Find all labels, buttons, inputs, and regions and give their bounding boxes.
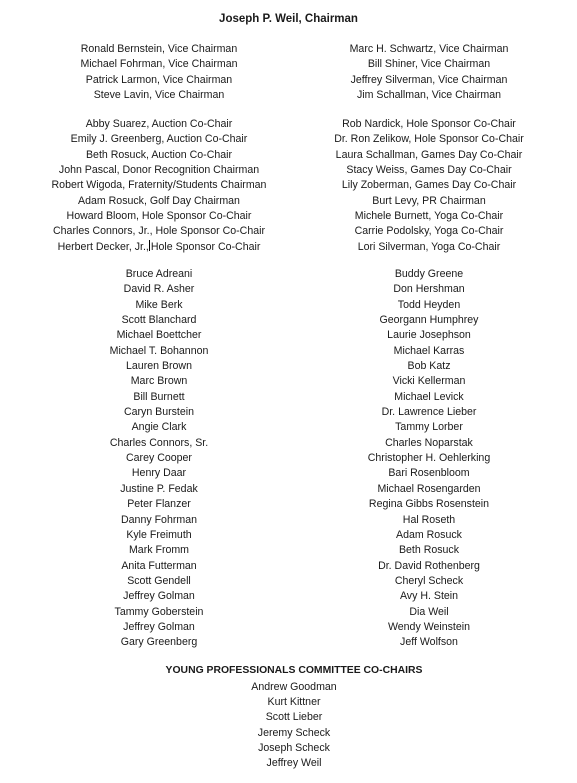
member-name: Hal Roseth bbox=[402, 513, 456, 526]
member-name: Cheryl Scheck bbox=[394, 574, 464, 587]
member-name: Jeff Wolfson bbox=[400, 636, 458, 649]
co-chair-name: Lily Zoberman, Games Day Co-Chair bbox=[341, 179, 517, 192]
co-chair-name: Carrie Podolsky, Yoga Co-Chair bbox=[354, 225, 504, 238]
member-name: Scott Gendell bbox=[127, 574, 191, 587]
member-name: Adam Rosuck bbox=[396, 528, 462, 541]
co-chair-name: Rob Nardick, Hole Sponsor Co-Chair bbox=[342, 118, 516, 130]
young-professional-name: Andrew Goodman bbox=[251, 681, 337, 693]
member-name: Michael Boettcher bbox=[116, 329, 202, 342]
member-name: Henry Daar bbox=[131, 467, 187, 480]
co-chair-name: John Pascal, Donor Recognition Chairman bbox=[58, 164, 260, 177]
co-chair-name: Michele Burnett, Yoga Co-Chair bbox=[354, 210, 504, 223]
co-chair-name-part: Herbert Decker, Jr., bbox=[57, 240, 149, 253]
vice-chair-name: Jeffrey Silverman, Vice Chairman bbox=[350, 73, 508, 86]
young-professional-name: Scott Lieber bbox=[265, 711, 323, 724]
vice-chair-name: Ronald Bernstein, Vice Chairman bbox=[80, 43, 238, 55]
member-name: Danny Fohrman bbox=[121, 513, 197, 526]
co-chair-name: Robert Wigoda, Fraternity/Students Chairman bbox=[51, 179, 267, 192]
member-name: Michael Rosengarden bbox=[377, 482, 481, 495]
member-name: Marc Brown bbox=[130, 375, 188, 388]
member-name: Justine P. Fedak bbox=[120, 482, 198, 495]
member-name: Michael T. Bohannon bbox=[109, 344, 209, 357]
co-chair-name: Beth Rosuck, Auction Co-Chair bbox=[85, 148, 233, 161]
vice-chair-name: Steve Lavin, Vice Chairman bbox=[93, 89, 225, 102]
young-professional-name: Kurt Kittner bbox=[267, 696, 321, 709]
young-professional-name: Joseph Scheck bbox=[258, 741, 330, 754]
member-name: Anita Futterman bbox=[121, 559, 197, 572]
young-professionals-list bbox=[0, 680, 577, 771]
members-left-column bbox=[24, 267, 294, 651]
member-name: Bill Burnett bbox=[133, 390, 185, 403]
vice-chair-name: Jim Schallman, Vice Chairman bbox=[356, 89, 502, 102]
vice-chair-name: Michael Fohrman, Vice Chairman bbox=[80, 58, 238, 71]
member-name: Todd Heyden bbox=[397, 298, 461, 311]
young-professional-name: Jeremy Scheck bbox=[257, 726, 331, 739]
member-name: Michael Levick bbox=[394, 390, 464, 403]
co-chair-name: Howard Bloom, Hole Sponsor Co-Chair bbox=[66, 210, 252, 223]
members-right-column bbox=[294, 267, 564, 651]
member-name: Georgann Humphrey bbox=[379, 314, 479, 327]
member-name: David R. Asher bbox=[123, 283, 195, 296]
member-name: Tammy Goberstein bbox=[114, 605, 204, 618]
member-name: Lauren Brown bbox=[126, 360, 192, 373]
member-name: Caryn Burstein bbox=[123, 406, 195, 419]
member-name: Dia Weil bbox=[409, 605, 449, 618]
member-name: Jeffrey Golman bbox=[123, 620, 195, 633]
member-name: Kyle Freimuth bbox=[126, 528, 192, 541]
member-name: Charles Connors, Sr. bbox=[109, 436, 209, 449]
member-name: Michael Karras bbox=[393, 344, 465, 357]
member-name: Avy H. Stein bbox=[399, 590, 459, 603]
vice-chairs-left-column bbox=[24, 42, 294, 103]
member-name: Buddy Greene bbox=[394, 268, 464, 280]
co-chair-name: Dr. Ron Zelikow, Hole Sponsor Co-Chair bbox=[334, 133, 524, 146]
co-chair-name: Emily J. Greenberg, Auction Co-Chair bbox=[70, 133, 248, 146]
young-professional-name: Jeffrey Weil bbox=[266, 756, 322, 769]
co-chair-name: Burt Levy, PR Chairman bbox=[372, 194, 486, 207]
member-name: Peter Flanzer bbox=[127, 498, 191, 511]
member-name: Angie Clark bbox=[131, 421, 187, 434]
member-name: Scott Blanchard bbox=[121, 314, 197, 327]
vice-chair-name: Marc H. Schwartz, Vice Chairman bbox=[349, 43, 509, 55]
co-chairs-right-column bbox=[294, 117, 564, 255]
member-name: Beth Rosuck bbox=[398, 544, 460, 557]
member-name: Vicki Kellerman bbox=[392, 375, 466, 388]
member-name: Regina Gibbs Rosenstein bbox=[368, 498, 490, 511]
member-name: Charles Noparstak bbox=[385, 436, 473, 449]
member-name: Don Hershman bbox=[393, 283, 465, 296]
member-name: Bob Katz bbox=[407, 360, 451, 373]
member-name: Bruce Adreani bbox=[125, 268, 193, 280]
co-chair-name: Lori Silverman, Yoga Co-Chair bbox=[357, 240, 501, 253]
chairman-heading: Joseph P. Weil, Chairman bbox=[219, 13, 358, 25]
co-chair-name: Laura Schallman, Games Day Co-Chair bbox=[335, 148, 523, 161]
member-name: Jeffrey Golman bbox=[123, 590, 195, 603]
co-chair-name-with-cursor[interactable] bbox=[24, 240, 294, 255]
co-chairs-left-column bbox=[24, 117, 294, 255]
vice-chairs-right-column bbox=[294, 42, 564, 103]
member-name: Mike Berk bbox=[135, 298, 183, 311]
vice-chair-name: Patrick Larmon, Vice Chairman bbox=[85, 73, 233, 86]
member-name: Tammy Lorber bbox=[395, 421, 463, 434]
member-name: Mark Fromm bbox=[128, 544, 190, 557]
member-name: Carey Cooper bbox=[126, 452, 192, 465]
member-name: Laurie Josephson bbox=[387, 329, 471, 342]
co-chair-name: Stacy Weiss, Games Day Co-Chair bbox=[346, 164, 512, 177]
member-name: Bari Rosenbloom bbox=[388, 467, 470, 480]
co-chair-name-part: Hole Sponsor Co-Chair bbox=[150, 240, 261, 253]
member-name: Dr. Lawrence Lieber bbox=[381, 406, 477, 419]
member-name: Gary Greenberg bbox=[120, 636, 198, 649]
member-name: Dr. David Rothenberg bbox=[378, 559, 480, 572]
co-chair-name: Charles Connors, Jr., Hole Sponsor Co-Chair bbox=[53, 225, 265, 238]
member-name: Christopher H. Oehlerking bbox=[367, 452, 491, 465]
member-name: Wendy Weinstein bbox=[387, 620, 471, 633]
vice-chair-name: Bill Shiner, Vice Chairman bbox=[367, 58, 491, 71]
young-professionals-heading: YOUNG PROFESSIONALS COMMITTEE CO-CHAIRS bbox=[165, 665, 423, 676]
co-chair-name: Abby Suarez, Auction Co-Chair bbox=[85, 118, 233, 130]
co-chair-name: Adam Rosuck, Golf Day Chairman bbox=[78, 194, 240, 207]
